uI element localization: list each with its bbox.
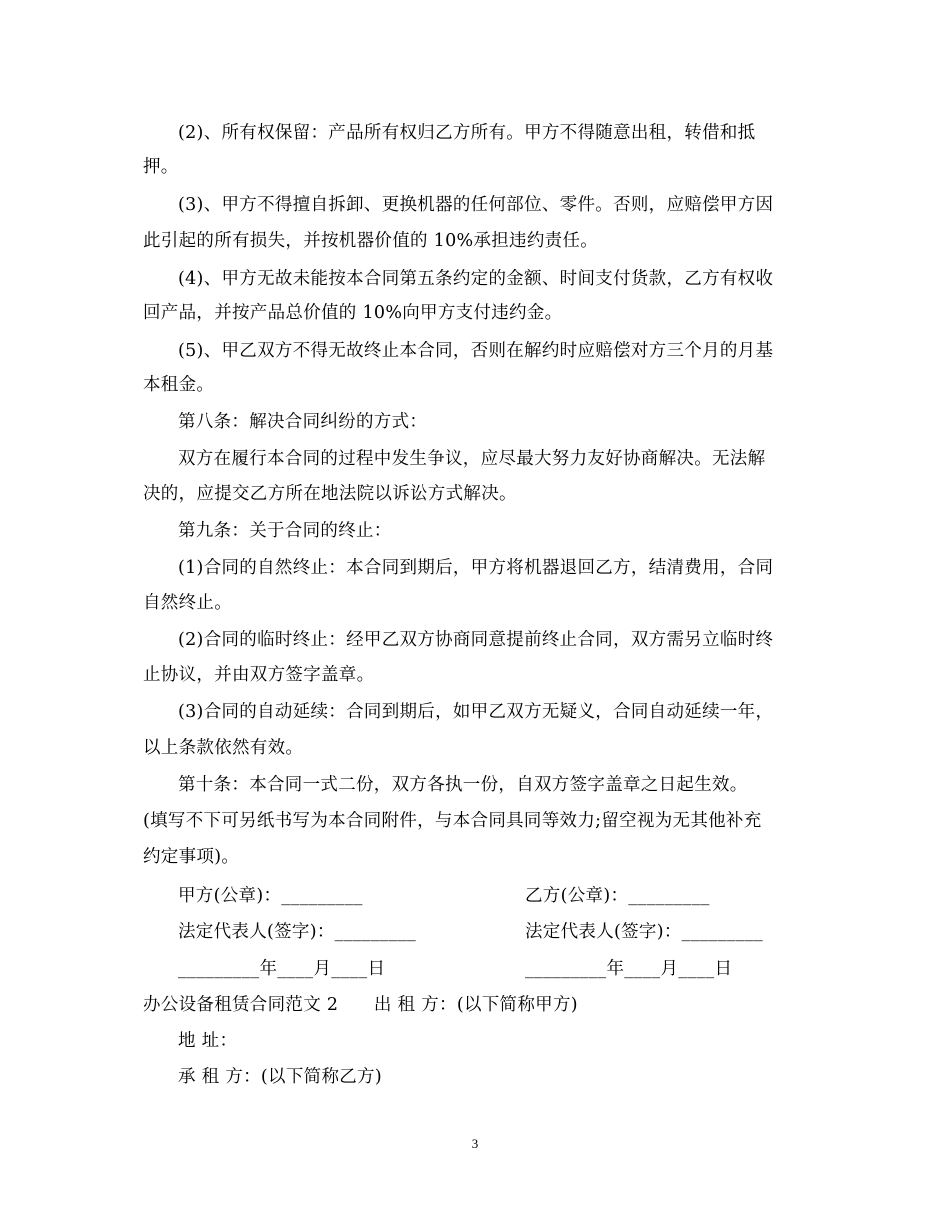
article-9-item-3-line-1: (3)合同的自动延续：合同到期后，如甲乙双方无疑义，合同自动延续一年， xyxy=(178,702,774,722)
article-9-item-2-line-1: (2)合同的临时终止：经甲乙双方协商同意提前终止合同，双方需另立临时终 xyxy=(178,630,774,650)
article-8-heading: 第八条：解决合同纠纷的方式： xyxy=(178,412,428,432)
party-b-representative-line: 法定代表人(签字)：_________ xyxy=(525,922,764,942)
article-10: 第十条：本合同一式二份，双方各执一份，自双方签字盖章之日起生效。 xyxy=(178,775,748,795)
party-b-seal-line: 乙方(公章)：_________ xyxy=(525,886,710,906)
paragraph-payment-default-line-1: (4)、甲方无故未能按本合同第五条约定的金额、时间支付货款，乙方有权收 xyxy=(178,269,774,289)
party-a-seal-line: 甲方(公章)：_________ xyxy=(178,886,363,906)
party-b-date-line: _________年____月____日 xyxy=(525,959,733,979)
paragraph-termination-penalty-line-2: 本租金。 xyxy=(143,375,215,395)
paragraph-termination-penalty-line-1: (5)、甲乙双方不得无故终止本合同，否则在解约时应赔偿对方三个月的月基 xyxy=(178,341,774,361)
paragraph-disassembly-line-1: (3)、甲方不得擅自拆卸、更换机器的任何部位、零件。否则，应赔偿甲方因 xyxy=(178,195,774,215)
page-number: 3 xyxy=(471,1136,479,1151)
supplement-note-line-2: 约定事项)。 xyxy=(143,847,240,867)
template-2-heading: 办公设备租赁合同范文 2 出 租 方：(以下简称甲方) xyxy=(143,995,578,1015)
supplement-note-line-1: (填写不下可另纸书写为本合同附件，与本合同具同等效力;留空视为无其他补充 xyxy=(143,811,762,831)
paragraph-ownership-line-2: 押。 xyxy=(143,157,179,177)
article-9-item-3-line-2: 以上条款依然有效。 xyxy=(143,738,304,758)
article-9-heading: 第九条：关于合同的终止： xyxy=(178,521,392,541)
paragraph-payment-default-line-2: 回产品，并按产品总价值的 10%向甲方支付违约金。 xyxy=(143,303,563,323)
party-a-date-line: _________年____月____日 xyxy=(178,959,386,979)
party-a-representative-line: 法定代表人(签字)：_________ xyxy=(178,922,417,942)
article-9-item-1-line-2: 自然终止。 xyxy=(143,593,232,613)
lessee-label: 承 租 方：(以下简称乙方) xyxy=(178,1067,382,1087)
article-9-item-2-line-2: 止协议，并由双方签字盖章。 xyxy=(143,665,375,685)
article-9-item-1-line-1: (1)合同的自然终止：本合同到期后，甲方将机器退回乙方，结清费用，合同 xyxy=(178,558,774,578)
article-8-body-line-1: 双方在履行本合同的过程中发生争议，应尽最大努力友好协商解决。无法解 xyxy=(178,449,766,469)
paragraph-ownership-line-1: (2)、所有权保留：产品所有权归乙方所有。甲方不得随意出租，转借和抵 xyxy=(178,123,756,143)
address-label: 地 址： xyxy=(178,1031,238,1051)
paragraph-disassembly-line-2: 此引起的所有损失，并按机器价值的 10%承担违约责任。 xyxy=(143,231,599,251)
article-8-body-line-2: 决的，应提交乙方所在地法院以诉讼方式解决。 xyxy=(143,484,517,504)
